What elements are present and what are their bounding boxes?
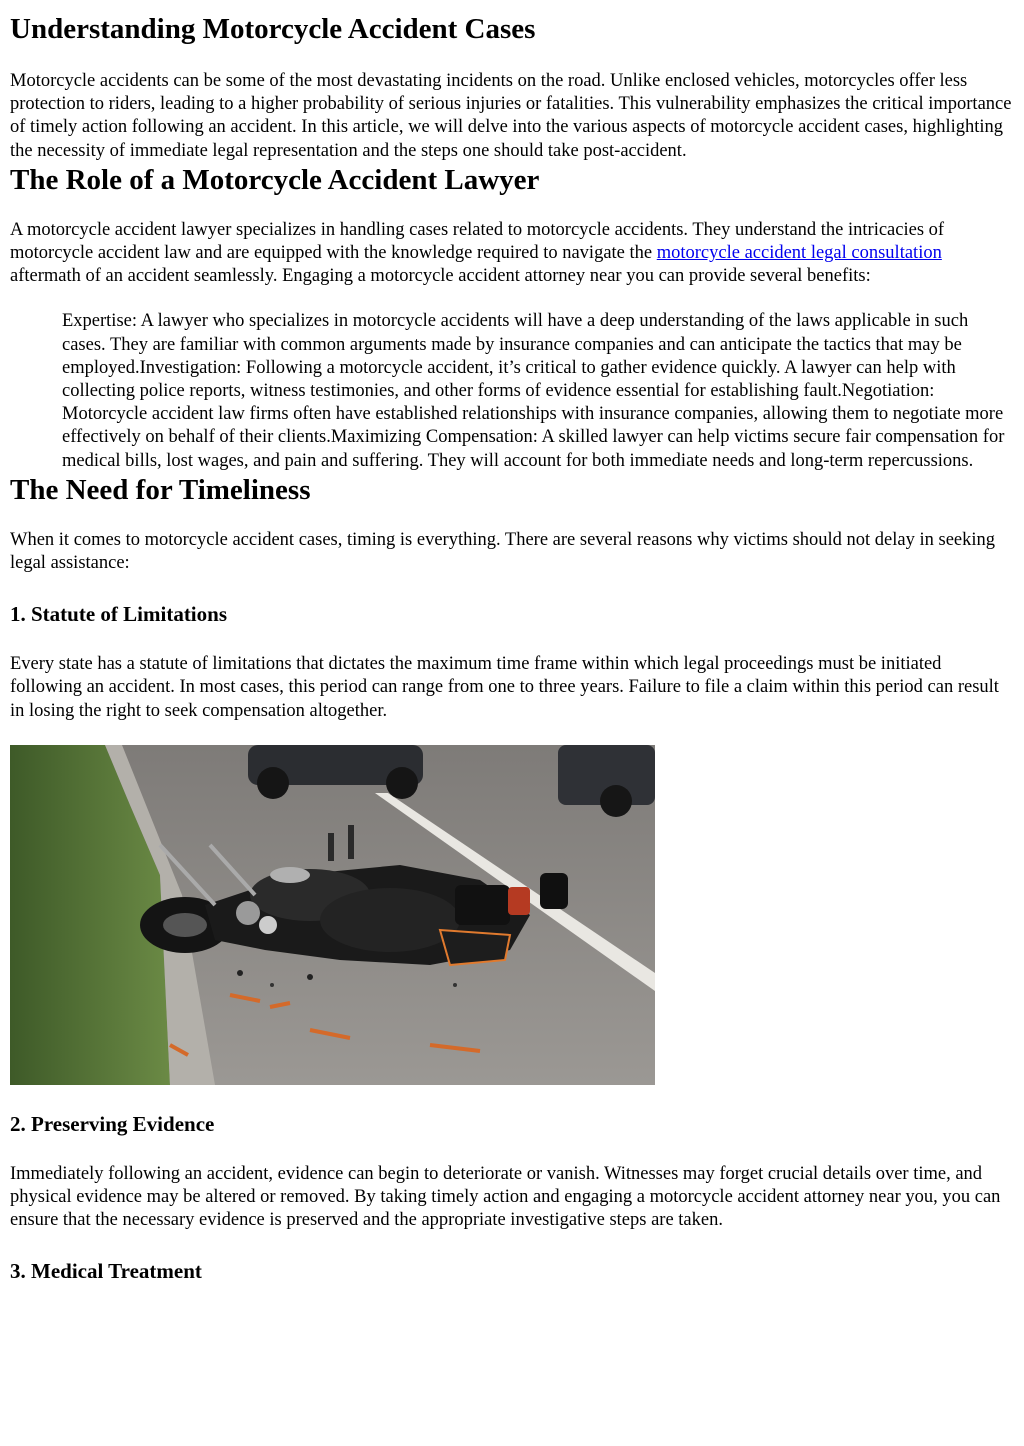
timeliness-paragraph: When it comes to motorcycle accident cases, timing is everything. There are several reasons why victims should not delay in seeking legal assistance: [10,529,996,574]
role-paragraph-start: A motorcycle accident lawyer specializes in handling cases related to motorcycle accidents. They understand the intricacies of motorcycle accident law and are equipped with the knowledge required to navigate the [10,219,945,264]
heading-need-for-timeliness: The Need for Timeliness [10,473,311,506]
motorcycle-crash-photo [10,745,655,1085]
page-title: Understanding Motorcycle Accident Cases [10,13,536,45]
legal-consultation-link[interactable]: motorcycle accident legal consultation [656,243,942,264]
role-paragraph-end: aftermath of an accident seamlessly. Engaging a motorcycle accident attorney near you can provide several benefits: [10,266,871,287]
evidence-paragraph: Immediately following an accident, evidence can begin to deteriorate or vanish. Witnesses may forget crucial details over time, and physical evidence may be altered or removed. By taking timely action and engaging a motorcycle accident attorney near you, you can ensure that the necessary evidence is preserved and the appropriate investigative steps are taken. [10,1163,1001,1231]
heading-preserving-evidence: 2. Preserving Evidence [10,1111,215,1136]
crashed-motorcycle-illustration [10,745,655,1085]
heading-role-of-lawyer: The Role of a Motorcycle Accident Lawyer [10,163,540,196]
heading-medical-treatment: 3. Medical Treatment [10,1259,202,1284]
role-paragraph [10,219,1016,289]
statute-paragraph: Every state has a statute of limitations that dictates the maximum time frame within which legal proceedings must be initiated following an accident. In most cases, this period can range from one to three years. Failure to file a claim within this period can result in losing the right to seek compensation altogether. [10,654,999,721]
heading-statute-of-limitations: 1. Statute of Limitations [10,602,227,627]
article [10,0,1016,1284]
benefits-list: Expertise: A lawyer who specializes in motorcycle accidents will have a deep understanding of the laws applicable in such cases. They are familiar with common arguments made by insurance companies and can anticipate the tactics that may be employed.Investigation: Following a motorcycle accident, it’s critical to gather evidence quickly. A lawyer can help with collecting police reports, witness testimonies, and other forms of evidence essential for establishing fault.Negotiation: Motorcycle accident law firms often have established relationships with insurance companies, allowing them to negotiate more effectively on behalf of their clients.Maximizing Compensation: A skilled lawyer can help victims secure fair compensation for medical bills, lost wages, and pain and suffering. They will account for both immediate needs and long-term repercussions. [62,311,1005,471]
intro-paragraph: Motorcycle accidents can be some of the most devastating incidents on the road. Unlike enclosed vehicles, motorcycles offer less protection to riders, leading to a higher probability of serious injuries or fatalities. This vulnerability emphasizes the critical importance of timely action following an accident. In this article, we will delve into the various aspects of motorcycle accident cases, highlighting the necessity of immediate legal representation and the steps one should take post-accident. [10,71,1012,161]
